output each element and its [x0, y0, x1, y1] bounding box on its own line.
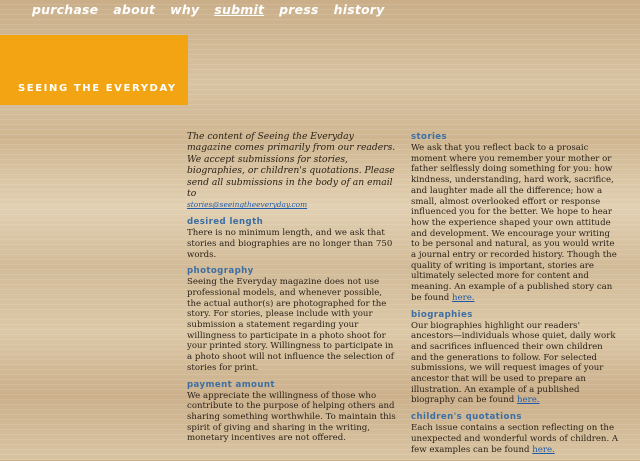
intro-text: The content of Seeing the Everyday magazine comes primarily from our readers. We accept submissions for stories, biographies, or children's quotations. Please send all submissions in the body of an email to — [187, 131, 396, 200]
photography-heading: photography — [187, 266, 254, 277]
nav-purchase[interactable]: purchase — [32, 2, 99, 17]
biographies-example-link[interactable]: here. — [516, 395, 540, 406]
top-nav — [32, 2, 400, 20]
desired-length-heading: desired length — [187, 217, 264, 228]
payment-amount-heading: payment amount — [187, 379, 275, 390]
childrens-quotations-text — [411, 423, 619, 455]
biographies-text — [411, 321, 619, 407]
stories-heading: stories — [411, 132, 448, 142]
site-title: SEEING THE EVERYDAY — [18, 83, 177, 94]
left-column — [187, 131, 397, 450]
stories-text — [411, 143, 619, 304]
nav-submit[interactable]: submit — [214, 2, 265, 17]
desired-length-text: There is no minimum length, and we ask that stories and biographies are no longer than 750 words. — [187, 228, 393, 260]
stories-body: We ask that you reflect back to a prosaic moment where you remember your mother or father selflessly doing something for you: how kindness, understanding, hard work, sacrifice, and laughter made all the difference; how a small, almost overlooked effort or response influenced you for the better. We hope to hear how the experience shaped your own attitude and development. We encourage your writing to be personal and natural, as you would write a journal entry or recorded history. Though the quality of writing is important, stories are ultimately selected more for content and meaning. An example of a published story can be found — [411, 143, 617, 303]
biographies-body: Our biographies highlight our readers' ancestors—individuals whose quiet, daily work and sacrifices influenced their own children and the generations to follow. For selected submissions, we will request images of your ancestor that will be used to prepare an illustration. An example of a published biography can be found — [411, 320, 616, 406]
stories-example-link[interactable]: here. — [451, 292, 475, 303]
biographies-heading: biographies — [411, 309, 473, 320]
nav-history[interactable]: history — [333, 2, 385, 17]
payment-amount-text: We appreciate the willingness of those who contribute to the purpose of helping others and sharing something worthwhile. To maintain this spirit of giving and sharing in the writing, monetary incentives are not offered. — [187, 390, 396, 444]
nav-about[interactable]: about — [113, 2, 156, 17]
childrens-quotations-example-link[interactable]: here. — [532, 444, 555, 455]
nav-why[interactable]: why — [170, 2, 200, 17]
childrens-quotations-heading: children's quotations — [411, 412, 522, 423]
nav-press[interactable]: press — [279, 2, 319, 17]
title-banner — [0, 35, 188, 105]
photography-text: Seeing the Everyday magazine does not use professional models, and whenever possible, the actual author(s) are photographed for the story. For stories, please include with your submission a statement regarding your willingness to participate in a photo shoot for your printed story. Willingness to participate in a photo shoot will not influence the selection of stories for print. — [187, 277, 394, 373]
childrens-quotations-body: Each issue contains a section reflecting on the unexpected and wonderful words of children. A few examples can be found — [411, 423, 619, 455]
right-column — [411, 132, 619, 461]
submission-email-link[interactable]: stories@seeingtheeveryday.com — [187, 200, 308, 210]
